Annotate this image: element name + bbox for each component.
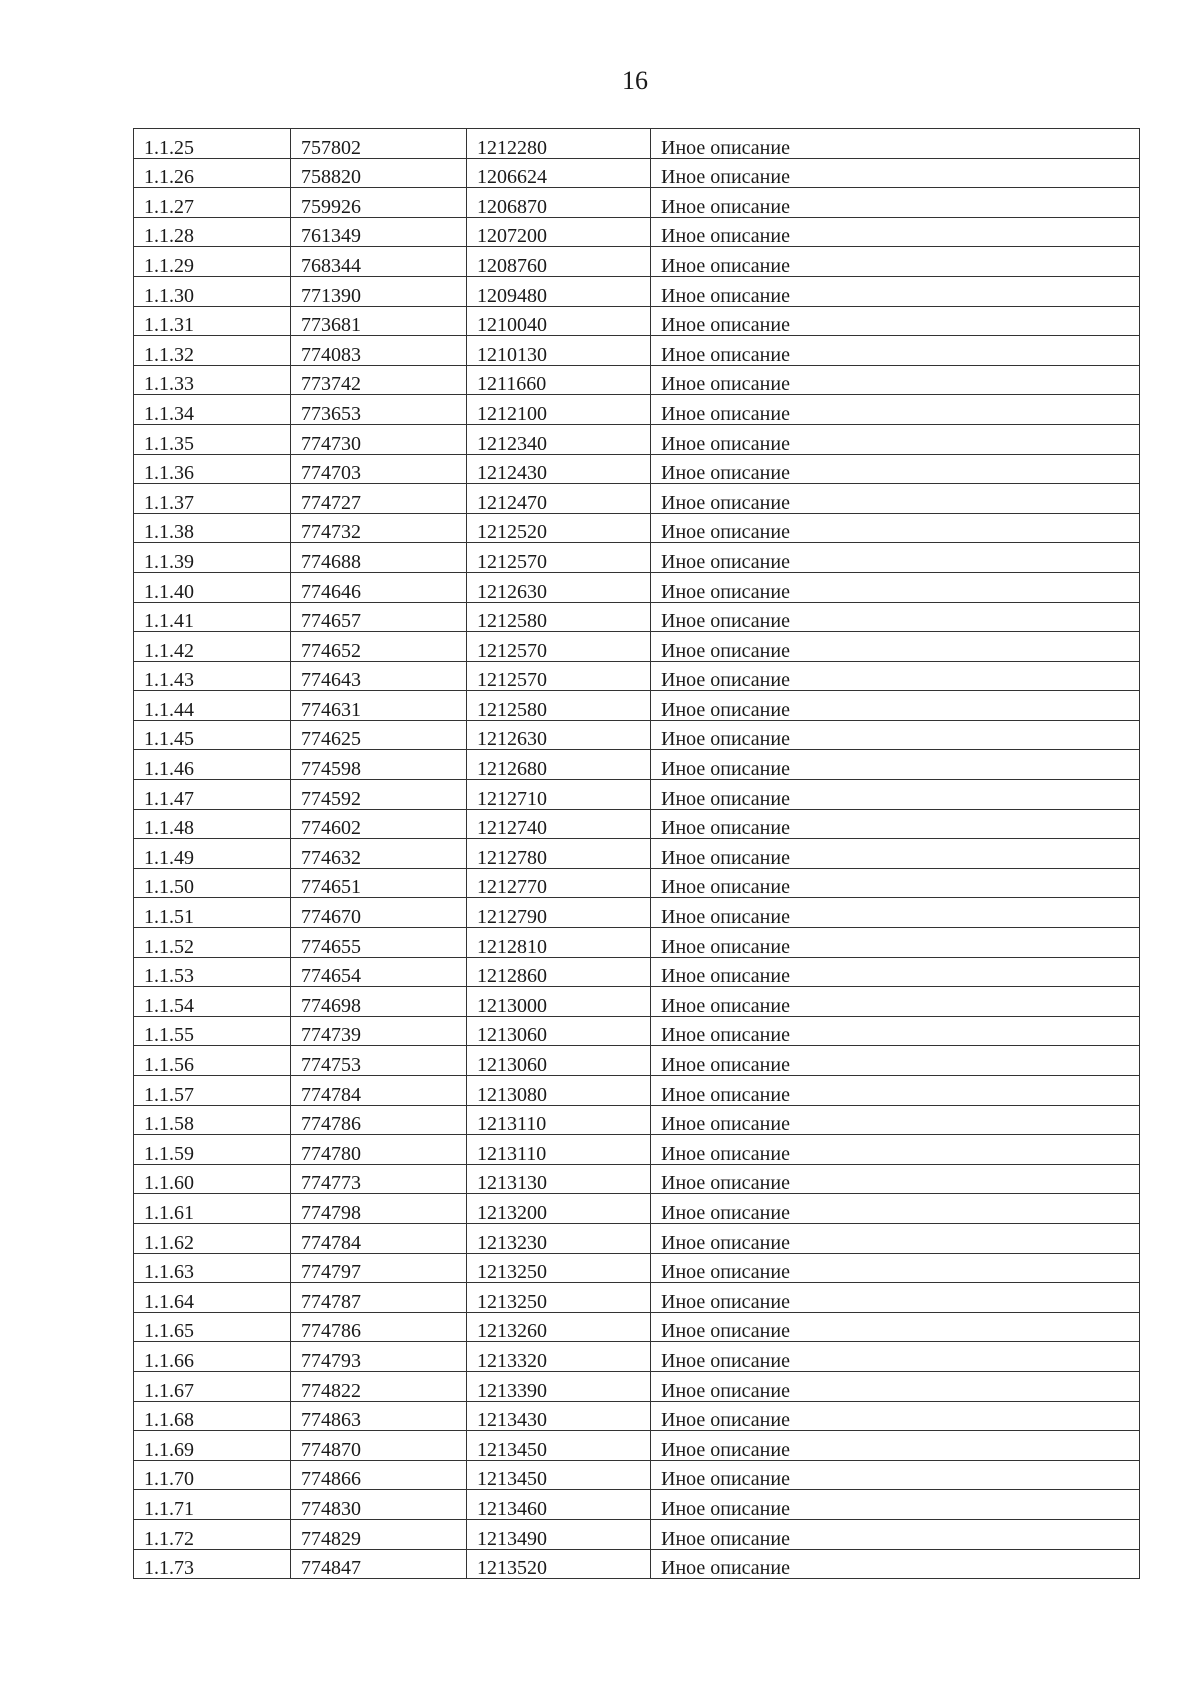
point-number-cell: 1.1.70 [134,1460,291,1490]
table-row [134,188,1140,218]
point-number-cell: 1.1.61 [134,1194,291,1224]
point-number-cell: 1.1.31 [134,306,291,336]
point-number-cell: 1.1.59 [134,1135,291,1165]
point-number-cell: 1.1.27 [134,188,291,218]
table-row [134,1312,1140,1342]
point-number-cell: 1.1.25 [134,129,291,159]
description-cell: Иное описание [651,395,1140,425]
table-row [134,1460,1140,1490]
description-cell: Иное описание [651,780,1140,810]
y-coordinate-cell: 1213320 [467,1342,651,1372]
table-row [134,572,1140,602]
y-coordinate-cell: 1210130 [467,336,651,366]
coordinates-table [133,128,1140,1579]
point-number-cell: 1.1.49 [134,839,291,869]
y-coordinate-cell: 1213200 [467,1194,651,1224]
point-number-cell: 1.1.57 [134,1076,291,1106]
table-row [134,1401,1140,1431]
point-number-cell: 1.1.37 [134,484,291,514]
table-row [134,809,1140,839]
x-coordinate-cell: 761349 [291,217,467,247]
x-coordinate-cell: 758820 [291,158,467,188]
point-number-cell: 1.1.43 [134,661,291,691]
point-number-cell: 1.1.67 [134,1371,291,1401]
description-cell: Иное описание [651,1253,1140,1283]
x-coordinate-cell: 771390 [291,276,467,306]
table-row [134,632,1140,662]
point-number-cell: 1.1.32 [134,336,291,366]
x-coordinate-cell: 774730 [291,424,467,454]
point-number-cell: 1.1.38 [134,513,291,543]
description-cell: Иное описание [651,602,1140,632]
table-row [134,691,1140,721]
y-coordinate-cell: 1213460 [467,1490,651,1520]
x-coordinate-cell: 774655 [291,928,467,958]
table-row [134,484,1140,514]
table-row [134,217,1140,247]
description-cell: Иное описание [651,661,1140,691]
description-cell: Иное описание [651,572,1140,602]
y-coordinate-cell: 1208760 [467,247,651,277]
table-row [134,1490,1140,1520]
x-coordinate-cell: 773742 [291,365,467,395]
point-number-cell: 1.1.34 [134,395,291,425]
y-coordinate-cell: 1212680 [467,750,651,780]
description-cell: Иное описание [651,513,1140,543]
table-row [134,839,1140,869]
table-row [134,720,1140,750]
table-row [134,1076,1140,1106]
table-body [134,129,1140,1579]
table-row [134,987,1140,1017]
x-coordinate-cell: 774863 [291,1401,467,1431]
point-number-cell: 1.1.58 [134,1105,291,1135]
point-number-cell: 1.1.47 [134,780,291,810]
x-coordinate-cell: 774797 [291,1253,467,1283]
table-row [134,1194,1140,1224]
y-coordinate-cell: 1213080 [467,1076,651,1106]
point-number-cell: 1.1.72 [134,1519,291,1549]
table-row [134,661,1140,691]
table-row [134,276,1140,306]
point-number-cell: 1.1.50 [134,868,291,898]
description-cell: Иное описание [651,1105,1140,1135]
description-cell: Иное описание [651,276,1140,306]
table-row [134,1223,1140,1253]
y-coordinate-cell: 1206624 [467,158,651,188]
y-coordinate-cell: 1212570 [467,632,651,662]
y-coordinate-cell: 1213110 [467,1135,651,1165]
y-coordinate-cell: 1212630 [467,572,651,602]
description-cell: Иное описание [651,1401,1140,1431]
y-coordinate-cell: 1209480 [467,276,651,306]
x-coordinate-cell: 774784 [291,1223,467,1253]
point-number-cell: 1.1.64 [134,1283,291,1313]
y-coordinate-cell: 1213060 [467,1016,651,1046]
x-coordinate-cell: 774822 [291,1371,467,1401]
table-row [134,868,1140,898]
y-coordinate-cell: 1213450 [467,1431,651,1461]
description-cell: Иное описание [651,1549,1140,1579]
description-cell: Иное описание [651,1076,1140,1106]
description-cell: Иное описание [651,691,1140,721]
description-cell: Иное описание [651,750,1140,780]
point-number-cell: 1.1.46 [134,750,291,780]
point-number-cell: 1.1.53 [134,957,291,987]
x-coordinate-cell: 774703 [291,454,467,484]
y-coordinate-cell: 1212100 [467,395,651,425]
x-coordinate-cell: 774780 [291,1135,467,1165]
description-cell: Иное описание [651,1016,1140,1046]
x-coordinate-cell: 774688 [291,543,467,573]
y-coordinate-cell: 1212570 [467,661,651,691]
y-coordinate-cell: 1212520 [467,513,651,543]
x-coordinate-cell: 774753 [291,1046,467,1076]
y-coordinate-cell: 1212810 [467,928,651,958]
x-coordinate-cell: 774866 [291,1460,467,1490]
table-row [134,898,1140,928]
description-cell: Иное описание [651,1046,1140,1076]
y-coordinate-cell: 1213260 [467,1312,651,1342]
table-row [134,1016,1140,1046]
table-row [134,1105,1140,1135]
x-coordinate-cell: 774670 [291,898,467,928]
y-coordinate-cell: 1212790 [467,898,651,928]
y-coordinate-cell: 1212470 [467,484,651,514]
table-row [134,543,1140,573]
description-cell: Иное описание [651,129,1140,159]
x-coordinate-cell: 773653 [291,395,467,425]
x-coordinate-cell: 774632 [291,839,467,869]
x-coordinate-cell: 774625 [291,720,467,750]
y-coordinate-cell: 1212860 [467,957,651,987]
x-coordinate-cell: 774651 [291,868,467,898]
y-coordinate-cell: 1212770 [467,868,651,898]
x-coordinate-cell: 774698 [291,987,467,1017]
description-cell: Иное описание [651,306,1140,336]
description-cell: Иное описание [651,336,1140,366]
table-row [134,513,1140,543]
y-coordinate-cell: 1212580 [467,691,651,721]
point-number-cell: 1.1.30 [134,276,291,306]
description-cell: Иное описание [651,217,1140,247]
description-cell: Иное описание [651,809,1140,839]
point-number-cell: 1.1.35 [134,424,291,454]
description-cell: Иное описание [651,484,1140,514]
table-row [134,1135,1140,1165]
y-coordinate-cell: 1210040 [467,306,651,336]
table-row [134,129,1140,159]
y-coordinate-cell: 1213490 [467,1519,651,1549]
y-coordinate-cell: 1213250 [467,1283,651,1313]
point-number-cell: 1.1.28 [134,217,291,247]
point-number-cell: 1.1.36 [134,454,291,484]
y-coordinate-cell: 1213110 [467,1105,651,1135]
x-coordinate-cell: 774798 [291,1194,467,1224]
table-row [134,1342,1140,1372]
point-number-cell: 1.1.63 [134,1253,291,1283]
table-row [134,780,1140,810]
point-number-cell: 1.1.33 [134,365,291,395]
x-coordinate-cell: 774784 [291,1076,467,1106]
y-coordinate-cell: 1212280 [467,129,651,159]
x-coordinate-cell: 773681 [291,306,467,336]
description-cell: Иное описание [651,1371,1140,1401]
table-row [134,750,1140,780]
y-coordinate-cell: 1213520 [467,1549,651,1579]
point-number-cell: 1.1.44 [134,691,291,721]
x-coordinate-cell: 774786 [291,1105,467,1135]
x-coordinate-cell: 774787 [291,1283,467,1313]
x-coordinate-cell: 774652 [291,632,467,662]
y-coordinate-cell: 1212580 [467,602,651,632]
y-coordinate-cell: 1212630 [467,720,651,750]
description-cell: Иное описание [651,839,1140,869]
table-row [134,1549,1140,1579]
y-coordinate-cell: 1212740 [467,809,651,839]
table-row [134,1046,1140,1076]
table-row [134,454,1140,484]
table-row [134,1519,1140,1549]
x-coordinate-cell: 774592 [291,780,467,810]
table-row [134,365,1140,395]
y-coordinate-cell: 1206870 [467,188,651,218]
y-coordinate-cell: 1213230 [467,1223,651,1253]
table-row [134,957,1140,987]
x-coordinate-cell: 774732 [291,513,467,543]
point-number-cell: 1.1.71 [134,1490,291,1520]
x-coordinate-cell: 774646 [291,572,467,602]
point-number-cell: 1.1.51 [134,898,291,928]
description-cell: Иное описание [651,1283,1140,1313]
y-coordinate-cell: 1207200 [467,217,651,247]
table-row [134,602,1140,632]
x-coordinate-cell: 774631 [291,691,467,721]
description-cell: Иное описание [651,1194,1140,1224]
description-cell: Иное описание [651,188,1140,218]
y-coordinate-cell: 1213450 [467,1460,651,1490]
point-number-cell: 1.1.60 [134,1164,291,1194]
x-coordinate-cell: 774793 [291,1342,467,1372]
point-number-cell: 1.1.55 [134,1016,291,1046]
description-cell: Иное описание [651,543,1140,573]
description-cell: Иное описание [651,720,1140,750]
table-row [134,336,1140,366]
y-coordinate-cell: 1213430 [467,1401,651,1431]
x-coordinate-cell: 774739 [291,1016,467,1046]
description-cell: Иное описание [651,868,1140,898]
x-coordinate-cell: 774598 [291,750,467,780]
table-row [134,1431,1140,1461]
description-cell: Иное описание [651,158,1140,188]
y-coordinate-cell: 1212710 [467,780,651,810]
table-row [134,424,1140,454]
point-number-cell: 1.1.69 [134,1431,291,1461]
point-number-cell: 1.1.48 [134,809,291,839]
point-number-cell: 1.1.42 [134,632,291,662]
point-number-cell: 1.1.65 [134,1312,291,1342]
table-row [134,1253,1140,1283]
description-cell: Иное описание [651,424,1140,454]
x-coordinate-cell: 774654 [291,957,467,987]
table-row [134,247,1140,277]
point-number-cell: 1.1.26 [134,158,291,188]
y-coordinate-cell: 1213130 [467,1164,651,1194]
description-cell: Иное описание [651,1164,1140,1194]
x-coordinate-cell: 757802 [291,129,467,159]
description-cell: Иное описание [651,898,1140,928]
description-cell: Иное описание [651,632,1140,662]
x-coordinate-cell: 774657 [291,602,467,632]
description-cell: Иное описание [651,928,1140,958]
description-cell: Иное описание [651,1223,1140,1253]
description-cell: Иное описание [651,1431,1140,1461]
y-coordinate-cell: 1213390 [467,1371,651,1401]
point-number-cell: 1.1.73 [134,1549,291,1579]
x-coordinate-cell: 774643 [291,661,467,691]
x-coordinate-cell: 774847 [291,1549,467,1579]
x-coordinate-cell: 774870 [291,1431,467,1461]
y-coordinate-cell: 1213250 [467,1253,651,1283]
description-cell: Иное описание [651,1312,1140,1342]
description-cell: Иное описание [651,1490,1140,1520]
point-number-cell: 1.1.68 [134,1401,291,1431]
description-cell: Иное описание [651,957,1140,987]
table-row [134,1371,1140,1401]
x-coordinate-cell: 774773 [291,1164,467,1194]
x-coordinate-cell: 774083 [291,336,467,366]
point-number-cell: 1.1.41 [134,602,291,632]
x-coordinate-cell: 774830 [291,1490,467,1520]
point-number-cell: 1.1.66 [134,1342,291,1372]
description-cell: Иное описание [651,365,1140,395]
point-number-cell: 1.1.45 [134,720,291,750]
description-cell: Иное описание [651,1342,1140,1372]
table-row [134,928,1140,958]
y-coordinate-cell: 1212570 [467,543,651,573]
y-coordinate-cell: 1212430 [467,454,651,484]
description-cell: Иное описание [651,247,1140,277]
description-cell: Иное описание [651,1519,1140,1549]
table-row [134,1164,1140,1194]
page-number: 16 [622,66,648,95]
y-coordinate-cell: 1212780 [467,839,651,869]
table-row [134,306,1140,336]
point-number-cell: 1.1.56 [134,1046,291,1076]
point-number-cell: 1.1.54 [134,987,291,1017]
description-cell: Иное описание [651,454,1140,484]
y-coordinate-cell: 1213060 [467,1046,651,1076]
point-number-cell: 1.1.62 [134,1223,291,1253]
table-row [134,158,1140,188]
x-coordinate-cell: 774786 [291,1312,467,1342]
point-number-cell: 1.1.39 [134,543,291,573]
x-coordinate-cell: 774829 [291,1519,467,1549]
x-coordinate-cell: 774727 [291,484,467,514]
y-coordinate-cell: 1211660 [467,365,651,395]
point-number-cell: 1.1.40 [134,572,291,602]
y-coordinate-cell: 1212340 [467,424,651,454]
description-cell: Иное описание [651,987,1140,1017]
x-coordinate-cell: 774602 [291,809,467,839]
point-number-cell: 1.1.29 [134,247,291,277]
table-row [134,395,1140,425]
x-coordinate-cell: 768344 [291,247,467,277]
description-cell: Иное описание [651,1135,1140,1165]
table-row [134,1283,1140,1313]
description-cell: Иное описание [651,1460,1140,1490]
point-number-cell: 1.1.52 [134,928,291,958]
x-coordinate-cell: 759926 [291,188,467,218]
y-coordinate-cell: 1213000 [467,987,651,1017]
